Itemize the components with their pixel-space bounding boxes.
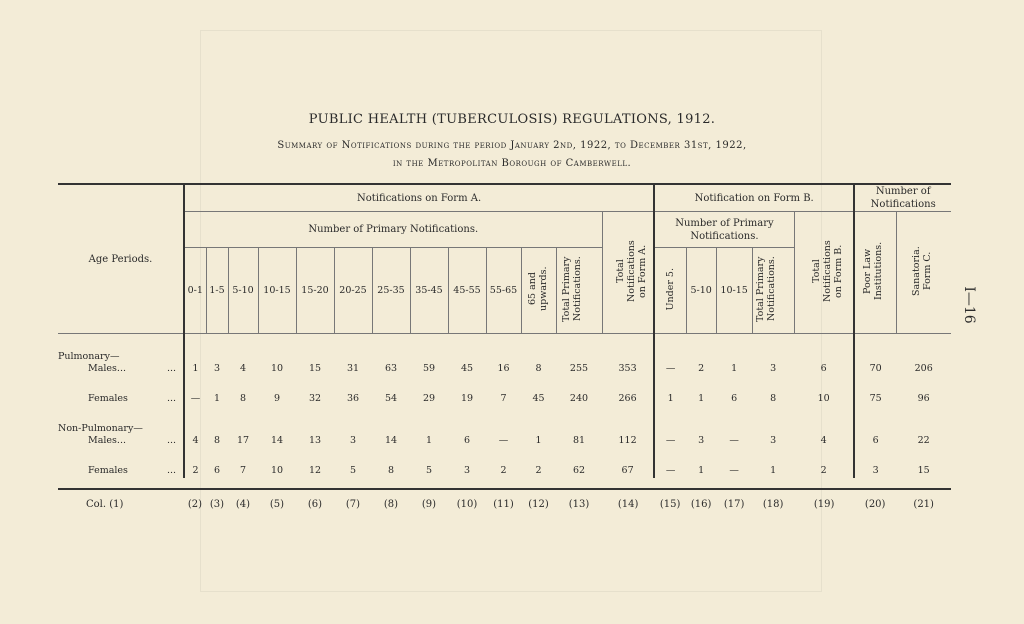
table-cell: 3 <box>463 465 471 476</box>
table-cell: 4 <box>192 435 199 446</box>
column-number: (2) <box>184 489 206 518</box>
column-number: (3) <box>206 489 228 518</box>
table-cell: 6 <box>872 435 879 446</box>
total-primary-a-header: Total Primary Notifications. <box>556 248 602 334</box>
table-cell: 13 <box>308 435 322 446</box>
age-col-b-5-10: 5-10 <box>686 248 716 334</box>
table-cell: 1 <box>535 435 542 446</box>
total-primary-b-header: Total Primary Notifications. <box>752 248 794 334</box>
table-cell: — <box>498 435 509 446</box>
table-cell: 266 <box>602 376 654 406</box>
column-number: (5) <box>258 489 296 518</box>
table-cell: 3 <box>872 465 879 476</box>
leader-dots: ... <box>166 363 176 374</box>
table-cell: 1 <box>425 435 433 446</box>
age-col-under-5: Under 5. <box>654 248 686 334</box>
form-b-header: Notification on Form B. <box>654 184 854 212</box>
column-number: (19) <box>794 489 854 518</box>
column-number: (11) <box>486 489 521 518</box>
table-cell: 15 <box>917 465 930 476</box>
table-cell: 96 <box>917 393 930 404</box>
table-cell: 75 <box>869 393 882 404</box>
column-number: (20) <box>854 489 896 518</box>
table-cell: 14 <box>384 435 398 446</box>
row-label <box>58 448 184 478</box>
column-number: (8) <box>372 489 410 518</box>
table-cell: 54 <box>384 393 398 404</box>
age-col-1-5: 1-5 <box>206 248 228 334</box>
table-cell: 31 <box>346 363 360 374</box>
row-label <box>58 406 184 448</box>
age-col-25-35: 25-35 <box>372 248 410 334</box>
table-cell: 10 <box>270 363 284 374</box>
column-number: (15) <box>654 489 686 518</box>
table-cell: 3 <box>770 435 777 446</box>
table-row <box>58 376 951 406</box>
age-col-5-10: 5-10 <box>228 248 258 334</box>
column-number: (10) <box>448 489 486 518</box>
table-cell: — <box>665 465 676 476</box>
table-cell: 1 <box>731 363 738 374</box>
table-row <box>58 406 951 448</box>
table-cell: 62 <box>572 465 586 476</box>
table-cell: 9 <box>273 393 281 404</box>
table-cell: 7 <box>500 393 507 404</box>
table-cell: 5 <box>425 465 433 476</box>
table-cell: 17 <box>236 435 250 446</box>
row-label-text: Males... <box>88 435 126 446</box>
table-cell: 10 <box>270 465 284 476</box>
table-cell: 59 <box>422 363 436 374</box>
table-cell: 112 <box>602 406 654 448</box>
table-cell: 1 <box>667 393 674 404</box>
table-cell: — <box>665 363 676 374</box>
table-cell: 67 <box>602 448 654 478</box>
page-number: I—16 <box>961 286 977 324</box>
row-label <box>58 376 184 406</box>
table-cell: — <box>190 393 201 404</box>
table-cell: 19 <box>460 393 474 404</box>
table-cell: 3 <box>213 363 221 374</box>
group-label: Pulmonary— <box>58 351 120 362</box>
total-form-a-header: Total Notifications on Form A. <box>602 212 654 334</box>
table-cell: — <box>729 435 739 446</box>
leader-dots: ... <box>166 465 176 476</box>
table-row <box>58 448 951 478</box>
table-cell: 2 <box>794 448 854 478</box>
table-cell: — <box>729 465 739 476</box>
table-cell: 353 <box>602 334 654 377</box>
table-cell: 5 <box>349 465 357 476</box>
table-cell: — <box>665 435 676 446</box>
table-cell: 3 <box>770 363 777 374</box>
table-cell: 4 <box>794 406 854 448</box>
age-periods-header: Age Periods. <box>58 184 184 334</box>
column-number: (4) <box>228 489 258 518</box>
poor-law-institutions-header: Poor Law Institutions. <box>854 212 896 334</box>
table-cell: 1 <box>698 393 705 404</box>
table-cell: 8 <box>770 393 777 404</box>
table-cell: 2 <box>698 363 705 374</box>
age-col-45-55: 45-55 <box>448 248 486 334</box>
table-cell: 8 <box>213 435 221 446</box>
table-cell: 45 <box>460 363 474 374</box>
table-cell: 255 <box>569 363 589 374</box>
table-cell: 1 <box>770 465 777 476</box>
table-row <box>58 334 951 377</box>
table-cell: 2 <box>192 465 199 476</box>
table-cell: 8 <box>387 465 395 476</box>
table-cell: 2 <box>500 465 507 476</box>
table-cell: 6 <box>731 393 738 404</box>
age-col-15-20: 15-20 <box>296 248 334 334</box>
table-cell: 12 <box>308 465 322 476</box>
column-number: Col. (1) <box>58 489 184 518</box>
table-cell: 63 <box>384 363 398 374</box>
age-col-20-25: 20-25 <box>334 248 372 334</box>
table-cell: 8 <box>239 393 247 404</box>
table-cell: 45 <box>532 393 545 404</box>
column-number: (13) <box>556 489 602 518</box>
age-col-35-45: 35-45 <box>410 248 448 334</box>
spacer-cell <box>58 478 951 489</box>
page-subtitle-line-2: in the Metropolitan Borough of Camberwell. <box>392 158 632 169</box>
column-numbers-row <box>58 489 951 518</box>
table-cell: 6 <box>463 435 471 446</box>
column-number: (14) <box>602 489 654 518</box>
spacer-row <box>58 478 951 489</box>
table-body <box>58 334 951 490</box>
table-cell: 16 <box>497 363 510 374</box>
page-title: PUBLIC HEALTH (TUBERCULOSIS) REGULATIONS, 1912. <box>308 112 716 127</box>
group-label: Non-Pulmonary— <box>58 423 143 434</box>
table-cell: 22 <box>917 435 930 446</box>
row-label-text: Females <box>88 465 128 476</box>
table-cell: 70 <box>869 363 882 374</box>
table-cell: 6 <box>794 334 854 377</box>
table-cell: 8 <box>535 363 542 374</box>
table-cell: 1 <box>698 465 705 476</box>
table-cell: 81 <box>572 435 586 446</box>
form-a-header: Notifications on Form A. <box>184 184 654 212</box>
total-form-b-header: Total Notifications on Form B. <box>794 212 854 334</box>
row-label-text: Females <box>88 393 128 404</box>
leader-dots: ... <box>166 393 176 404</box>
table-cell: 36 <box>346 393 360 404</box>
table-cell: 32 <box>308 393 322 404</box>
column-number: (7) <box>334 489 372 518</box>
table-cell: 1 <box>213 393 221 404</box>
column-number: (17) <box>716 489 752 518</box>
column-number: (18) <box>752 489 794 518</box>
age-col-b-10-15: 10-15 <box>716 248 752 334</box>
age-col-65-upwards: 65 and upwards. <box>521 248 556 334</box>
page-subtitle-line-1: Summary of Notifications during the period January 2nd, 1922, to December 31st, 1922, <box>277 140 747 151</box>
column-number: (9) <box>410 489 448 518</box>
table-cell: 206 <box>914 363 933 374</box>
table-cell: 7 <box>239 465 247 476</box>
column-number: (21) <box>896 489 951 518</box>
table-cell: 2 <box>535 465 542 476</box>
column-number: (6) <box>296 489 334 518</box>
table-cell: 14 <box>270 435 284 446</box>
table-cell: 240 <box>569 393 589 404</box>
table-cell: 3 <box>698 435 705 446</box>
table-cell: 4 <box>239 363 247 374</box>
table-cell: 6 <box>213 465 221 476</box>
notifications-summary-table <box>58 183 951 518</box>
column-number: (16) <box>686 489 716 518</box>
age-col-10-15: 10-15 <box>258 248 296 334</box>
leader-dots: ... <box>166 435 176 446</box>
row-label <box>58 334 184 377</box>
table-cell: 10 <box>794 376 854 406</box>
column-number: (12) <box>521 489 556 518</box>
age-col-55-65: 55-65 <box>486 248 521 334</box>
primary-notifications-a-header: Number of Primary Notifications. <box>184 212 602 248</box>
table-cell: 1 <box>192 363 199 374</box>
table-cell: 15 <box>308 363 322 374</box>
table-cell: 29 <box>422 393 436 404</box>
row-label-text: Males... <box>88 363 126 374</box>
primary-notifications-b-header: Number of Primary Notifications. <box>654 212 794 248</box>
sanatoria-form-c-header: Sanatoria. Form C. <box>896 212 951 334</box>
table-cell: 3 <box>349 435 357 446</box>
age-col-0-1: 0-1 <box>184 248 206 334</box>
number-of-notifications-header: Number of Notifications <box>854 184 951 212</box>
